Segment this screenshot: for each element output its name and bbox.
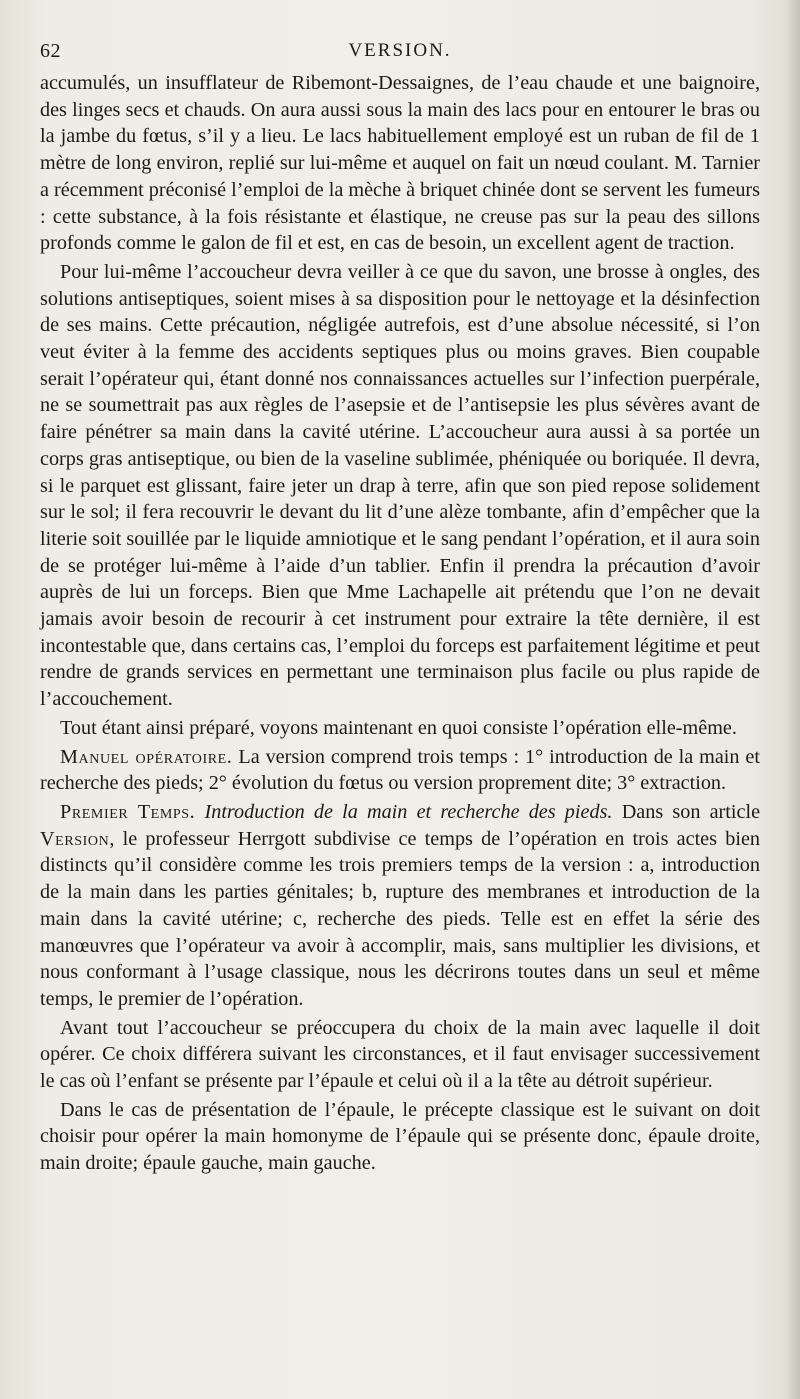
paragraph-6: Avant tout l’accoucheur se préoccupera du choix de la main avec laquelle il doit opérer. Ce choix différera suivant les circonstances, et il faut envisager successivement le cas où l’enfant se présente par l’épaule et celui où il a la tête au détroit supérieur. xyxy=(40,1016,760,1093)
running-head xyxy=(40,40,760,66)
article-term-version: Version xyxy=(40,827,110,850)
paragraph-5-text: , le professeur Herrgott subdivise ce temps de l’opération en trois actes bien distincts qu’il considère comme les trois premiers temps de la version : a, introduction de la main dans les parties génitales; b, rupture des membranes et introduction de la main dans la cavité utérine; c, recherche des pieds. Telle est en effet la série des manœuvres que l’opérateur va avoir à accomplir, mais, sans multiplier les divisions, et nous conformant à l’usage classique, nous les décrirons toutes dans un seul et même temps, le premier de l’opération. xyxy=(40,827,760,1010)
section-subtitle: Introduction de la main et recherche des pieds. xyxy=(204,800,613,823)
running-title: VERSION. xyxy=(348,40,452,61)
paragraph-7: Dans le cas de présentation de l’épaule, le précepte classique est le suivant on doit choisir pour opérer la main homonyme de l’épaule qui se présente donc, épaule droite, main droite; épaule gauche, main gauche. xyxy=(40,1098,760,1175)
paragraph-premier-temps xyxy=(40,799,760,1013)
section-heading-premier-temps: Premier Temps. xyxy=(60,800,196,823)
section-heading-manuel-operatoire: Manuel opératoire. xyxy=(60,745,233,768)
paragraph-1: accumulés, un insufflateur de Ribemont-Dessaignes, de l’eau chaude et une baignoire, des linges secs et chauds. On aura aussi sous la main des lacs pour en entourer le bras ou la jambe du fœtus, s’il y a lieu. Le lacs habituellement employé est un ruban de fil de 1 mètre de long environ, replié sur lui-même et auquel on fait un nœud coulant. M. Tarnier a récemment préconisé l’emploi de la mèche à briquet chinée dont se servent les fumeurs : cette substance, à la fois résistante et élastique, ne creuse pas sur la peau des sillons profonds comme le galon de fil et est, en cas de besoin, un excellent agent de traction. xyxy=(40,72,760,255)
paragraph-manuel-operatoire xyxy=(40,744,760,797)
paragraph-3: Tout étant ainsi préparé, voyons maintenant en quoi consiste l’opération elle-même. xyxy=(60,716,737,739)
paragraph-5-lead: Dans son article xyxy=(621,800,761,823)
page-number: 62 xyxy=(40,40,61,62)
paragraph-4-text: La version comprend trois temps : 1° introduction de la main et recherche des pieds; 2° évolution du fœtus ou version proprement dite; 3° extraction. xyxy=(40,745,760,795)
body-text xyxy=(40,70,760,1177)
paragraph-2: Pour lui-même l’accoucheur devra veiller à ce que du savon, une brosse à ongles, des solutions antiseptiques, soient mises à sa disposition pour le nettoyage et la désinfection de ses mains. Cette précaution, négligée autrefois, est d’une absolue nécessité, si l’on veut éviter à la femme des accidents septiques plus ou moins graves. Bien coupable serait l’opérateur qui, étant donné nos connaissances actuelles sur l’infection puerpérale, ne se soumettrait pas aux règles de l’asepsie et de l’antisepsie les plus sévères avant de faire pénétrer sa main dans la cavité utérine. L’accoucheur aura aussi à sa portée un corps gras antiseptique, ou bien de la vaseline sublimée, phéniquée ou boriquée. Il devra, si le parquet est glissant, faire jeter un drap à terre, afin que son pied repose solidement sur le sol; il fera recouvrir le devant du lit d’une alèze tombante, afin d’empêcher que la literie soit souillée par le liquide amniotique et le sang pendant l’opération, et il aura soin de se protéger lui-même à l’aide d’un tablier. Enfin il prendra la précaution d’avoir auprès de lui un forceps. Bien que Mme Lachapelle ait prétendu que l’on ne devait jamais avoir besoin de recourir à cet instrument pour extraire la tête dernière, il est incontestable que, dans certains cas, l’emploi du forceps est parfaitement légitime et peut rendre de grands services en permettant une terminaison plus facile ou plus rapide de l’accouchement. xyxy=(40,260,760,711)
